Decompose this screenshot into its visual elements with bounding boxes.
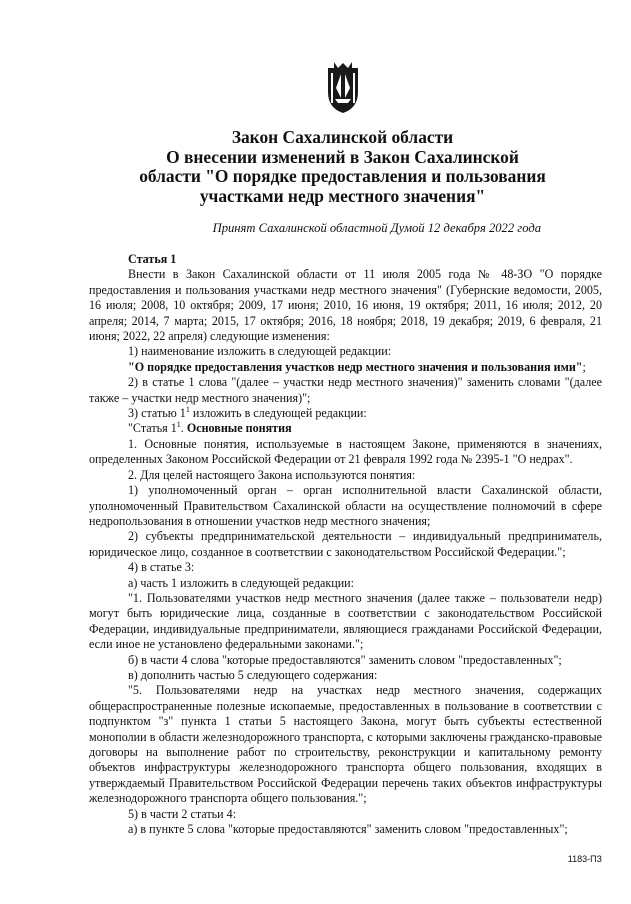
superscript: 1 (185, 405, 190, 415)
paragraph: в) дополнить частью 5 следующего содержания: (128, 667, 378, 682)
text-fragment: изложить в следующей редакции: (189, 406, 367, 421)
title-line: О внесении изменений в Закон Сахалинской (166, 146, 519, 167)
text-fragment: "Статья 1 (128, 421, 177, 436)
paragraph: 5) в части 2 статьи 4: (128, 806, 237, 821)
paragraph: 2) в статье 1 слова "(далее – участки недр местного значения)" заменить словами "(далее также – участки недр местного значения)"; (89, 375, 602, 405)
punctuation: ; (582, 359, 586, 374)
paragraph: 4) в статье 3: (128, 560, 195, 575)
paragraph: а) в пункте 5 слова "которые предоставляются" заменить словом "предоставленных"; (128, 822, 568, 837)
title-line: участками недр местного значения" (199, 185, 486, 206)
title-line: Закон Сахалинской области (231, 127, 454, 147)
title-line: области "О порядке предоставления и пользования (139, 166, 546, 186)
new-law-name: "О порядке предоставления участков недр местного значения и пользования ими" (128, 359, 583, 374)
superscript: 1 (176, 420, 181, 430)
document-body (89, 252, 602, 837)
paragraph (89, 406, 602, 421)
paragraph: 2) субъекты предпринимательской деятельности – индивидуальный предприниматель, юридическое лицо, созданное в соответствии с законодательством Российской Федерации."; (89, 529, 602, 559)
subarticle-title: Основные понятия (186, 421, 292, 436)
paragraph (89, 421, 602, 436)
paragraph: 1) наименование изложить в следующей редакции: (128, 344, 392, 359)
text-fragment: 3) статью 1 (128, 406, 186, 421)
adoption-note: Принят Сахалинской областной Думой 12 декабря 2022 года (212, 221, 541, 235)
paragraph (89, 360, 602, 375)
law-title (70, 128, 615, 206)
paragraph: 1) уполномоченный орган – орган исполнительной власти Сахалинской области, уполномоченный Правительством Сахалинской области на осуществление полномочий в сфере недропользования в отношении участков недр местного значения; (89, 483, 602, 528)
paragraph: б) в части 4 слова "которые предоставляются" заменить словом "предоставленных"; (128, 652, 562, 667)
sakhalin-coat-of-arms (324, 62, 362, 114)
paragraph: 2. Для целей настоящего Закона используются понятия: (128, 467, 416, 482)
paragraph: а) часть 1 изложить в следующей редакции: (128, 575, 354, 590)
paragraph: Внести в Закон Сахалинской области от 11 июля 2005 года № 48-ЗО "О порядке предоставления и пользования участками недр местного значения" (Губернские ведомости, 2005, 16 июля; 2008, 10 октября; 2009, 17 июня; 2010, 16 июня, 19 октября; 2011, 16 июля; 2012, 20 апреля; 2014, 7 марта; 2015, 17 октября; 2016, 18 ноября; 2018, 19 декабря; 2019, 6 февраля, 21 июня; 2022, 22 апреля) следующие изменения: (89, 267, 602, 344)
paragraph: "1. Пользователями участков недр местного значения (далее также – пользователи недр) могут быть юридические лица, созданные в соответствии с законодательством Российской Федерации, индивидуальные предприниматели, являющиеся гражданами Российской Федерации, если иное не установлено федеральными законами."; (89, 590, 602, 652)
paragraph: "5. Пользователями недр на участках недр местного значения, содержащих общераспространенные полезные ископаемые, предоставленных в пользование в соответствии с подпунктом "з" пункта 1 статьи 5 настоящего Закона, могут быть субъекты естественной монополии в области железнодорожного транспорта, с которыми заключены гражданско-правовые договоры на выполнение работ по строительству, реконструкции и капитальному ремонту объектов инфраструктуры железнодорожного транспорта общего пользования, входящих в утверждаемый Правительством Российской Федерации перечень таких объектов инфраструктуры железнодорожного транспорта общего пользования."; (89, 683, 602, 806)
text-fragment: . (180, 421, 187, 436)
paragraph: 1. Основные понятия, используемые в настоящем Законе, применяются в значениях, определенных Законом Российской Федерации от 21 февраля 1992 года № 2395-1 "О недрах". (89, 436, 602, 467)
document-code: 1183-ПЗ (567, 854, 602, 864)
article-heading: Статья 1 (128, 252, 177, 266)
